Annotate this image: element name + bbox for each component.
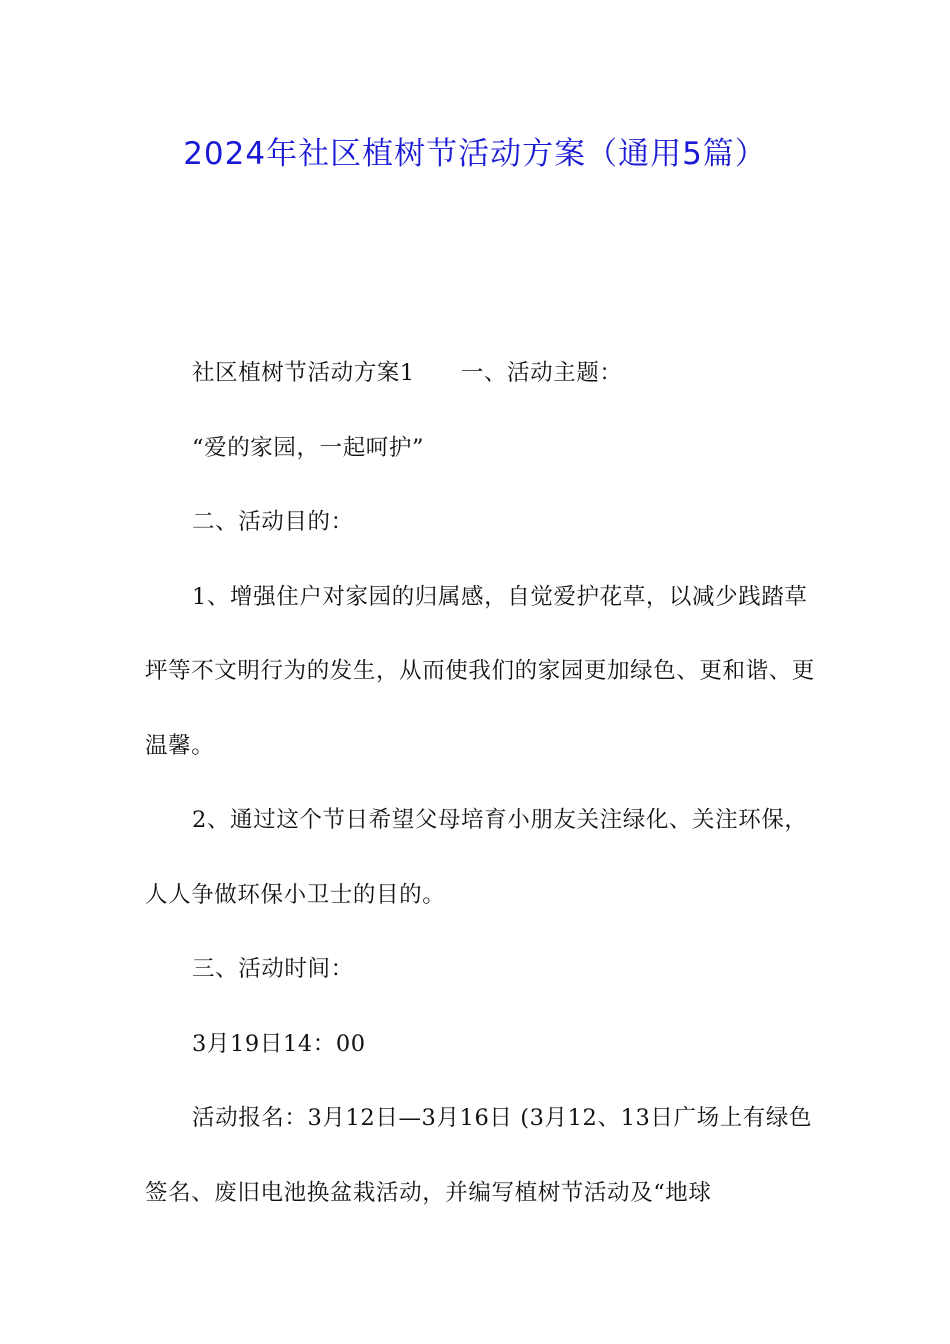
section-heading: 社区植树节活动方案1 xyxy=(192,360,415,386)
document-title: 2024年社区植树节活动方案（通用5篇） xyxy=(183,136,767,172)
theme-heading: 一、活动主题： xyxy=(460,360,623,386)
purpose-heading: 二、活动目的： xyxy=(192,509,354,535)
time-heading: 三、活动时间： xyxy=(192,956,354,982)
document-body xyxy=(145,336,815,1230)
registration-text: 活动报名：3月12日—3月16日 (3月12、13日广场上有绿色签名、废旧电池换盆栽活动，并编写植树节活动及“地球 xyxy=(145,1105,813,1206)
purpose-item-2: 2、通过这个节日希望父母培育小朋友关注绿化、关注环保，人人争做环保小卫士的目的。 xyxy=(145,807,808,908)
purpose-item-1: 1、增强住户对家园的归属感，自觉爱护花草，以减少践踏草坪等不文明行为的发生，从而使我们的家园更加绿色、更和谐、更温馨。 xyxy=(145,583,815,759)
section-heading-line xyxy=(145,336,815,411)
time-text: 3月19日14：00 xyxy=(192,1030,366,1057)
theme-text: “爱的家园，一起呵护” xyxy=(192,434,425,461)
